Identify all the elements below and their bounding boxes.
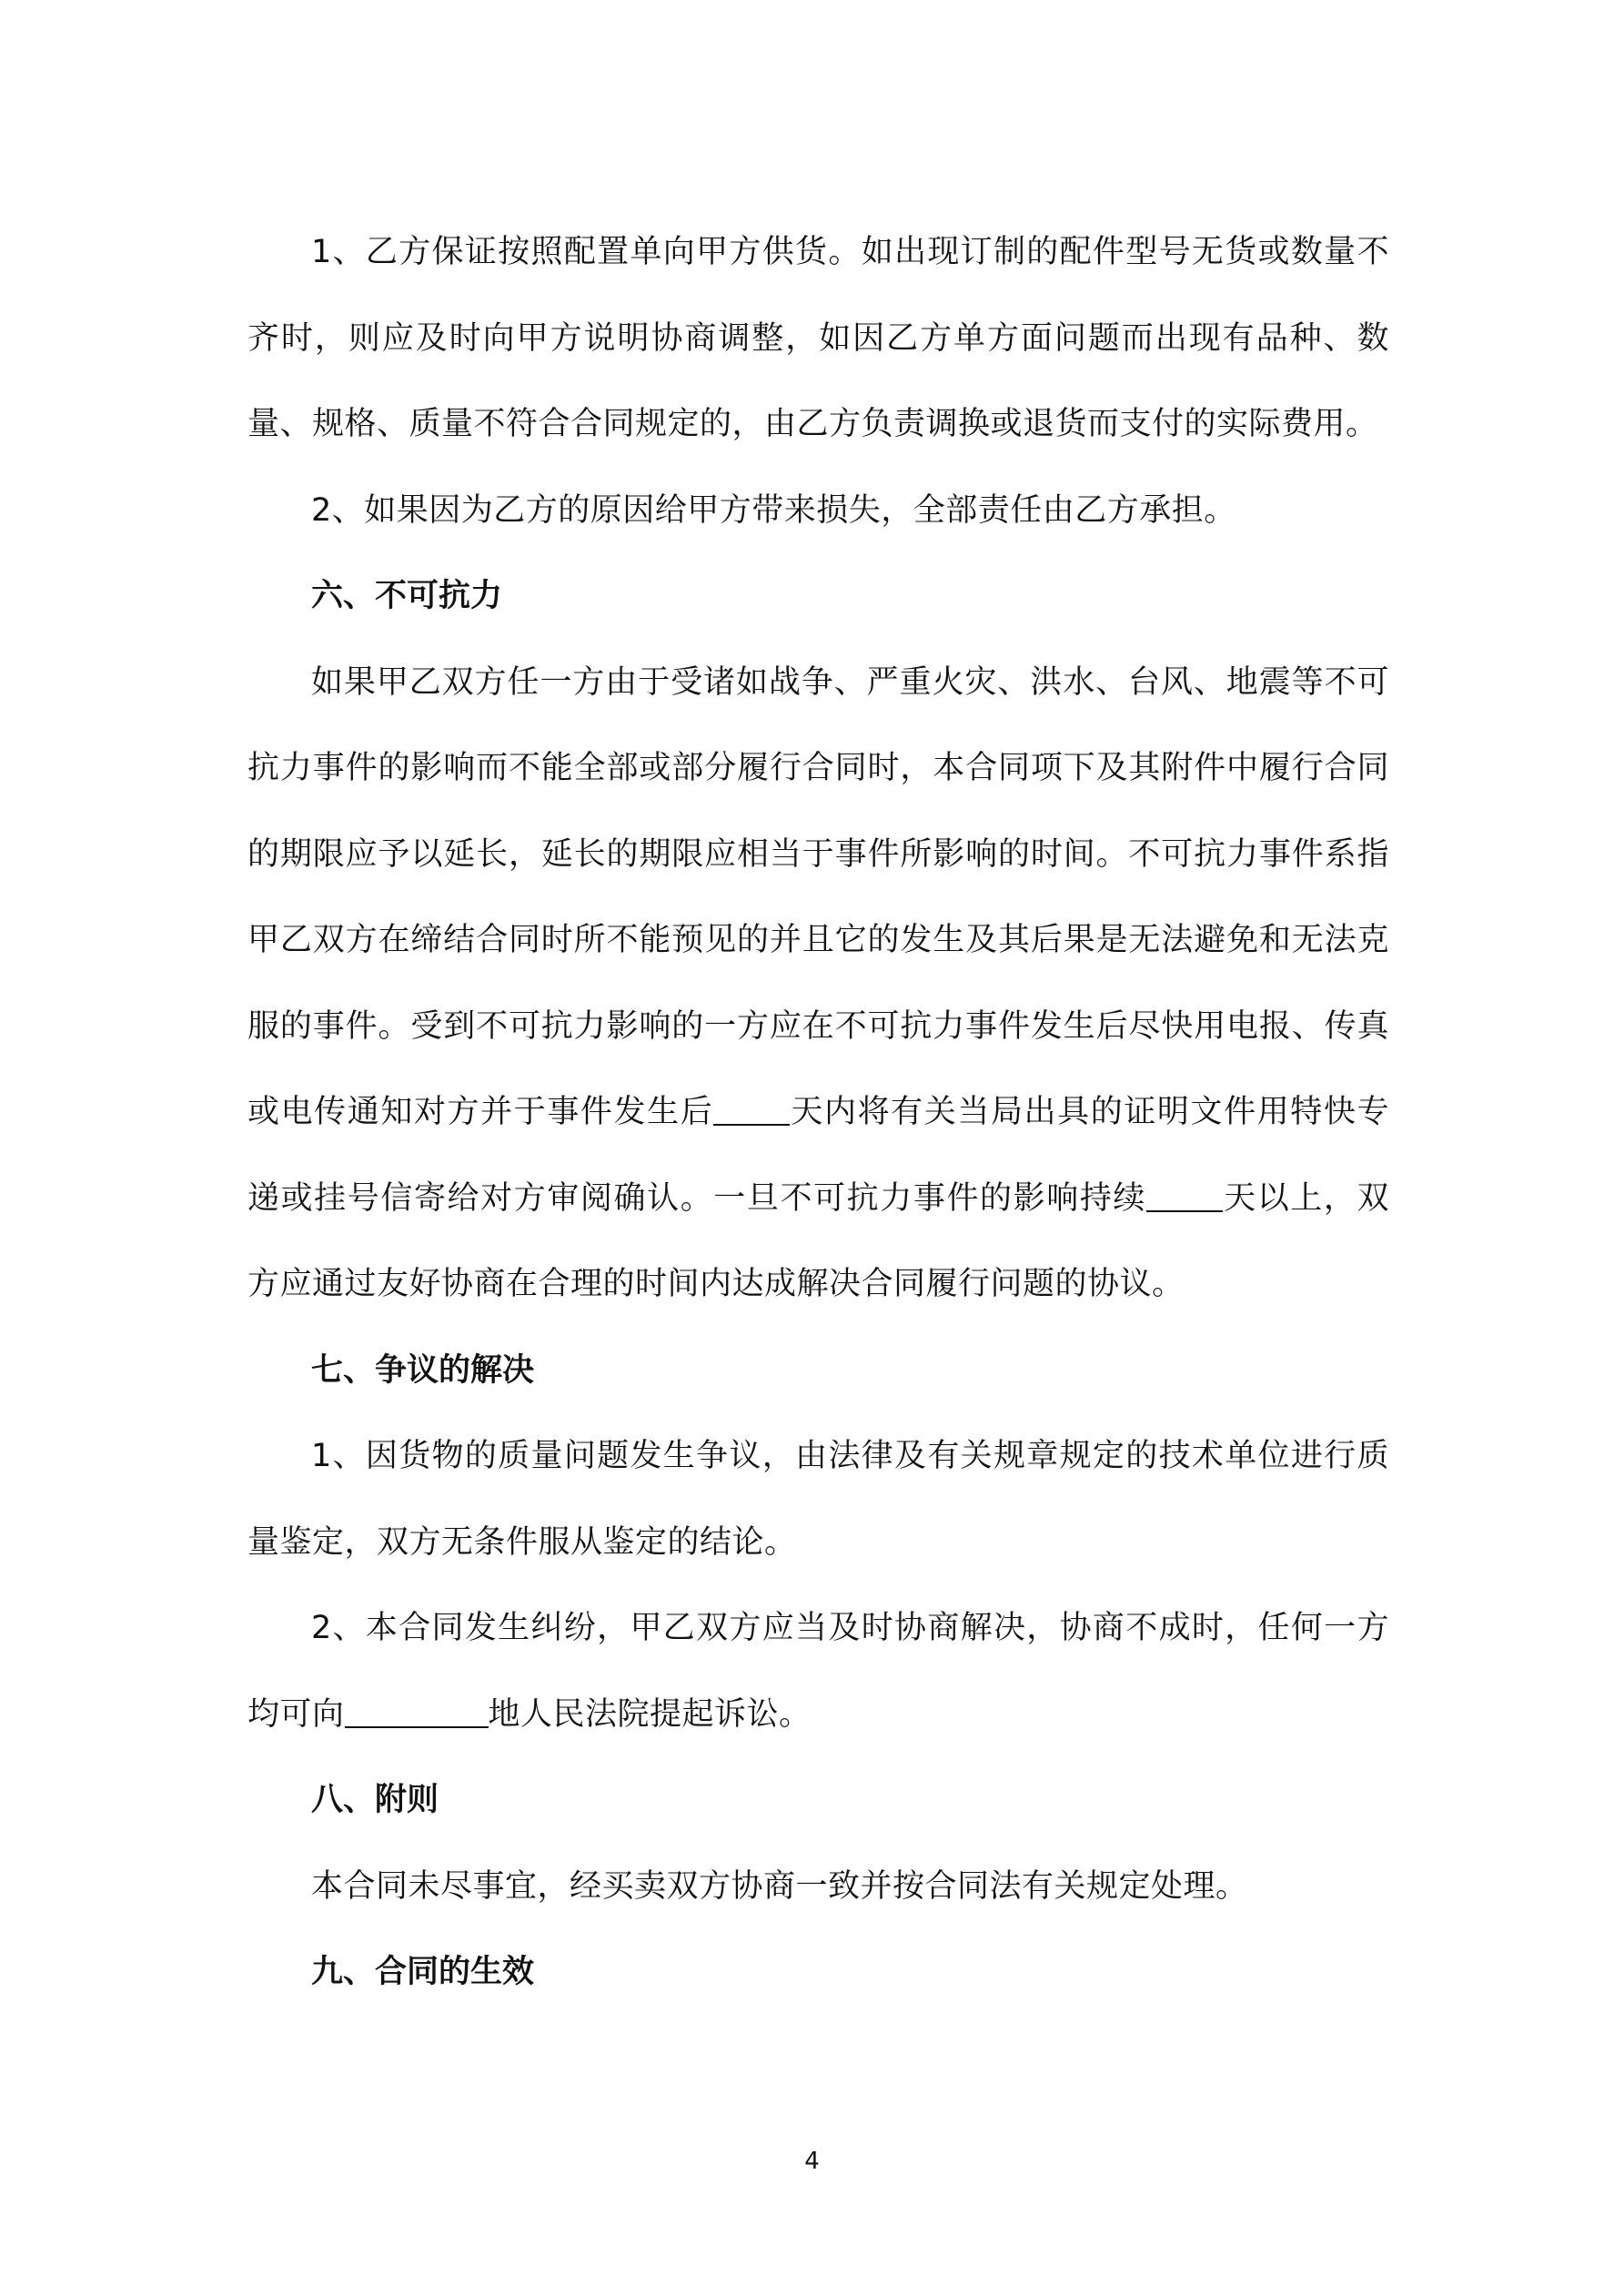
section-7-heading: 七、争议的解决 xyxy=(311,1351,535,1389)
days-blank-2 xyxy=(1146,1178,1223,1212)
days-blank-1 xyxy=(713,1092,790,1126)
clause-5-item-1: 1、乙方保证按照配置单向甲方供货。如出现订制的配件型号无货或数量不齐时，则应及时向甲方说明协商调整，如因乙方单方面问题而出现有品种、数量、规格、质量不符合合同规定的，由乙方负责调换或退货而支付的实际费用。 xyxy=(247,234,1389,442)
force-majeure-text-1: 如果甲乙双方任一方由于受诸如战争、严重火灾、洪水、台风、地震等不可抗力事件的影响而不能全部或部分履行合同时，本合同项下及其附件中履行合同的期限应予以延长，延长的期限应相当于事件所影响的时间。不可抗力事件系指甲乙双方在缔结合同时所不能预见的并且它的发生及其后果是无法避免和无法克服的事件。受到不可抗力影响的一方应在不可抗力事件发生后尽快用电报、传真或电传通知对方并于事件发生后 xyxy=(247,663,1389,1130)
supplementary-paragraph: 本合同未尽事宜，经买卖双方协商一致并按合同法有关规定处理。 xyxy=(311,1867,1248,1905)
dispute-item-2-text-2: 地人民法院提起诉讼。 xyxy=(488,1695,812,1733)
section-9-heading: 九、合同的生效 xyxy=(311,1954,535,1990)
page-number: 4 xyxy=(804,2148,820,2175)
dispute-item-1: 1、因货物的质量问题发生争议，由法律及有关规章规定的技术单位进行质量鉴定，双方无条件服从鉴定的结论。 xyxy=(247,1438,1389,1561)
clause-5-item-2: 2、如果因为乙方的原因给甲方带来损失，全部责任由乙方承担。 xyxy=(311,491,1236,529)
force-majeure-text-3: 天以上，双方应通过友好协商在合理的时间内达成解决合同履行问题的协议。 xyxy=(247,1179,1389,1302)
section-6-heading: 六、不可抗力 xyxy=(311,578,503,614)
dispute-item-2-text-1: 2、本合同发生纠纷，甲乙双方应当及时协商解决，协商不成时，任何一方均可向 xyxy=(247,1610,1389,1733)
force-majeure-paragraph xyxy=(247,640,1389,1328)
dispute-item-2 xyxy=(247,1585,1389,1757)
force-majeure-text-2: 天内将有关当局出具的证明文件用特快专递或挂号信寄给对方审阅确认。一旦不可抗力事件的影响持续 xyxy=(247,1094,1389,1217)
document-body xyxy=(247,209,1389,2016)
section-8-heading: 八、附则 xyxy=(311,1782,439,1818)
court-location-blank xyxy=(345,1694,489,1728)
